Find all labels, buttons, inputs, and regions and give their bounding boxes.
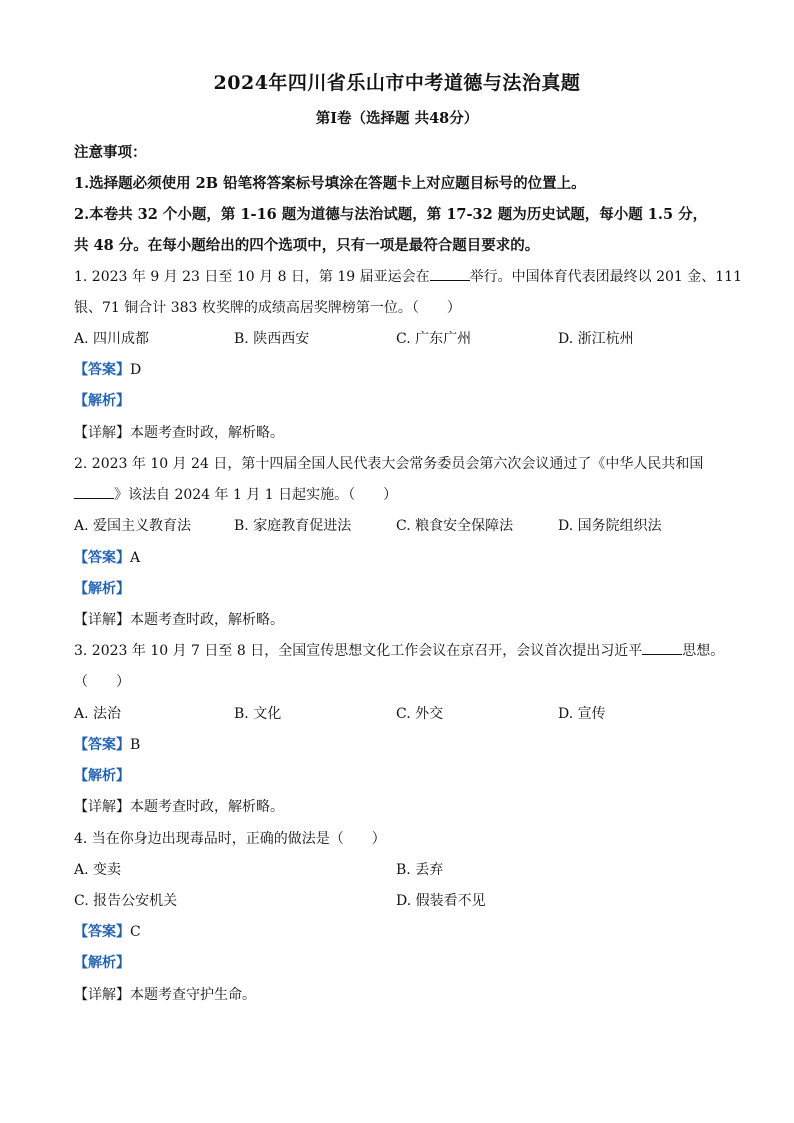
answer-label: 【答案】 [74,924,130,940]
detail-label: 【详解】 [74,987,130,1003]
detail-text: 本题考查时政，解析略。 [130,799,284,815]
notice-item-2-line-1: 2.本卷共 32 个小题，第 1-16 题为道德与法治试题，第 17-32 题为历史试题，每小题 1.5 分， [74,206,708,223]
answer-label: 【答案】 [74,550,130,566]
analysis-label: 【解析】 [74,768,130,784]
question-2-analysis [74,578,130,598]
detail-text: 本题考查时政，解析略。 [130,425,284,441]
question-1-stem-line-1 [74,266,742,286]
notice-item-2-line-2: 共 48 分。在每小题给出的四个选项中，只有一项是最符合题目要求的。 [74,237,540,254]
question-3-option-c: C. 外交 [396,706,444,722]
question-4-stem-line-1: 4. 当在你身边出现毒品时，正确的做法是（ ） [74,831,386,847]
question-1-option-b: B. 陕西西安 [234,331,310,347]
question-2-stem-line-1: 2. 2023 年 10 月 24 日，第十四届全国人民代表大会常务委员会第六次会议通过了《中华人民共和国 [74,456,704,472]
question-4-analysis [74,952,130,972]
question-3-option-a: A. 法治 [74,706,122,722]
question-1-stem-part-a: 1. 2023 年 9 月 23 日至 10 月 8 日，第 19 届亚运会在 [74,269,430,285]
question-2-option-c: C. 粮食安全保障法 [396,518,514,534]
question-2-answer [74,547,140,567]
question-3-option-b: B. 文化 [234,706,282,722]
question-1-stem-line-2: 银、71 铜合计 383 枚奖牌的成绩高居奖牌榜第一位。（ ） [74,300,461,316]
analysis-label: 【解析】 [74,581,130,597]
question-3-detail [74,796,284,816]
answer-blank [642,642,682,655]
question-4-option-d: D. 假装看不见 [396,893,486,909]
question-2-option-d: D. 国务院组织法 [558,518,662,534]
question-2-option-b: B. 家庭教育促进法 [234,518,352,534]
question-3-stem-line-1 [74,640,724,660]
question-4-option-a: A. 变卖 [74,862,122,878]
notice-item-1: 1.选择题必须使用 2B 铅笔将答案标号填涂在答题卡上对应题目标号的位置上。 [74,175,586,192]
answer-label: 【答案】 [74,362,130,378]
answer-label: 【答案】 [74,737,130,753]
detail-text: 本题考查时政，解析略。 [130,612,284,628]
question-4-option-c: C. 报告公安机关 [74,893,178,909]
question-2-stem-line-2 [74,484,397,504]
question-3-stem-line-2: （ ） [74,674,130,690]
section-title: 第Ⅰ卷（选择题 共48分） [315,110,479,127]
question-1-answer [74,359,141,379]
answer-value: A [130,550,141,566]
question-3-analysis [74,765,130,785]
question-1-option-a: A. 四川成都 [74,331,150,347]
detail-text: 本题考查守护生命。 [130,987,256,1003]
question-1-option-c: C. 广东广州 [396,331,472,347]
question-3-stem-part-b: 思想。 [682,643,725,659]
answer-blank [74,486,114,499]
detail-label: 【详解】 [74,425,130,441]
answer-blank [430,268,470,281]
question-2-detail [74,609,284,629]
answer-value: B [130,737,141,753]
question-1-stem-part-b: 举行。中国体育代表团最终以 201 金、111 [469,269,742,285]
question-4-option-b: B. 丢弃 [396,862,444,878]
page-title: 2024年四川省乐山市中考道德与法治真题 [213,72,581,94]
question-1-analysis [74,390,130,410]
question-1-option-d: D. 浙江杭州 [558,331,634,347]
question-3-option-d: D. 宣传 [558,706,606,722]
question-4-answer [74,921,141,941]
answer-value: C [130,924,141,940]
detail-label: 【详解】 [74,612,130,628]
notice-heading: 注意事项： [74,144,147,161]
question-2-option-a: A. 爱国主义教育法 [74,518,192,534]
question-3-answer [74,734,140,754]
analysis-label: 【解析】 [74,955,130,971]
analysis-label: 【解析】 [74,393,130,409]
detail-label: 【详解】 [74,799,130,815]
question-4-detail [74,984,256,1004]
answer-value: D [130,362,142,378]
question-2-stem-part-b: 》该法自 2024 年 1 月 1 日起实施。（ ） [114,487,398,503]
question-3-stem-part-a: 3. 2023 年 10 月 7 日至 8 日，全国宣传思想文化工作会议在京召开，会议首次提出习近平 [74,643,643,659]
question-1-detail [74,422,284,442]
